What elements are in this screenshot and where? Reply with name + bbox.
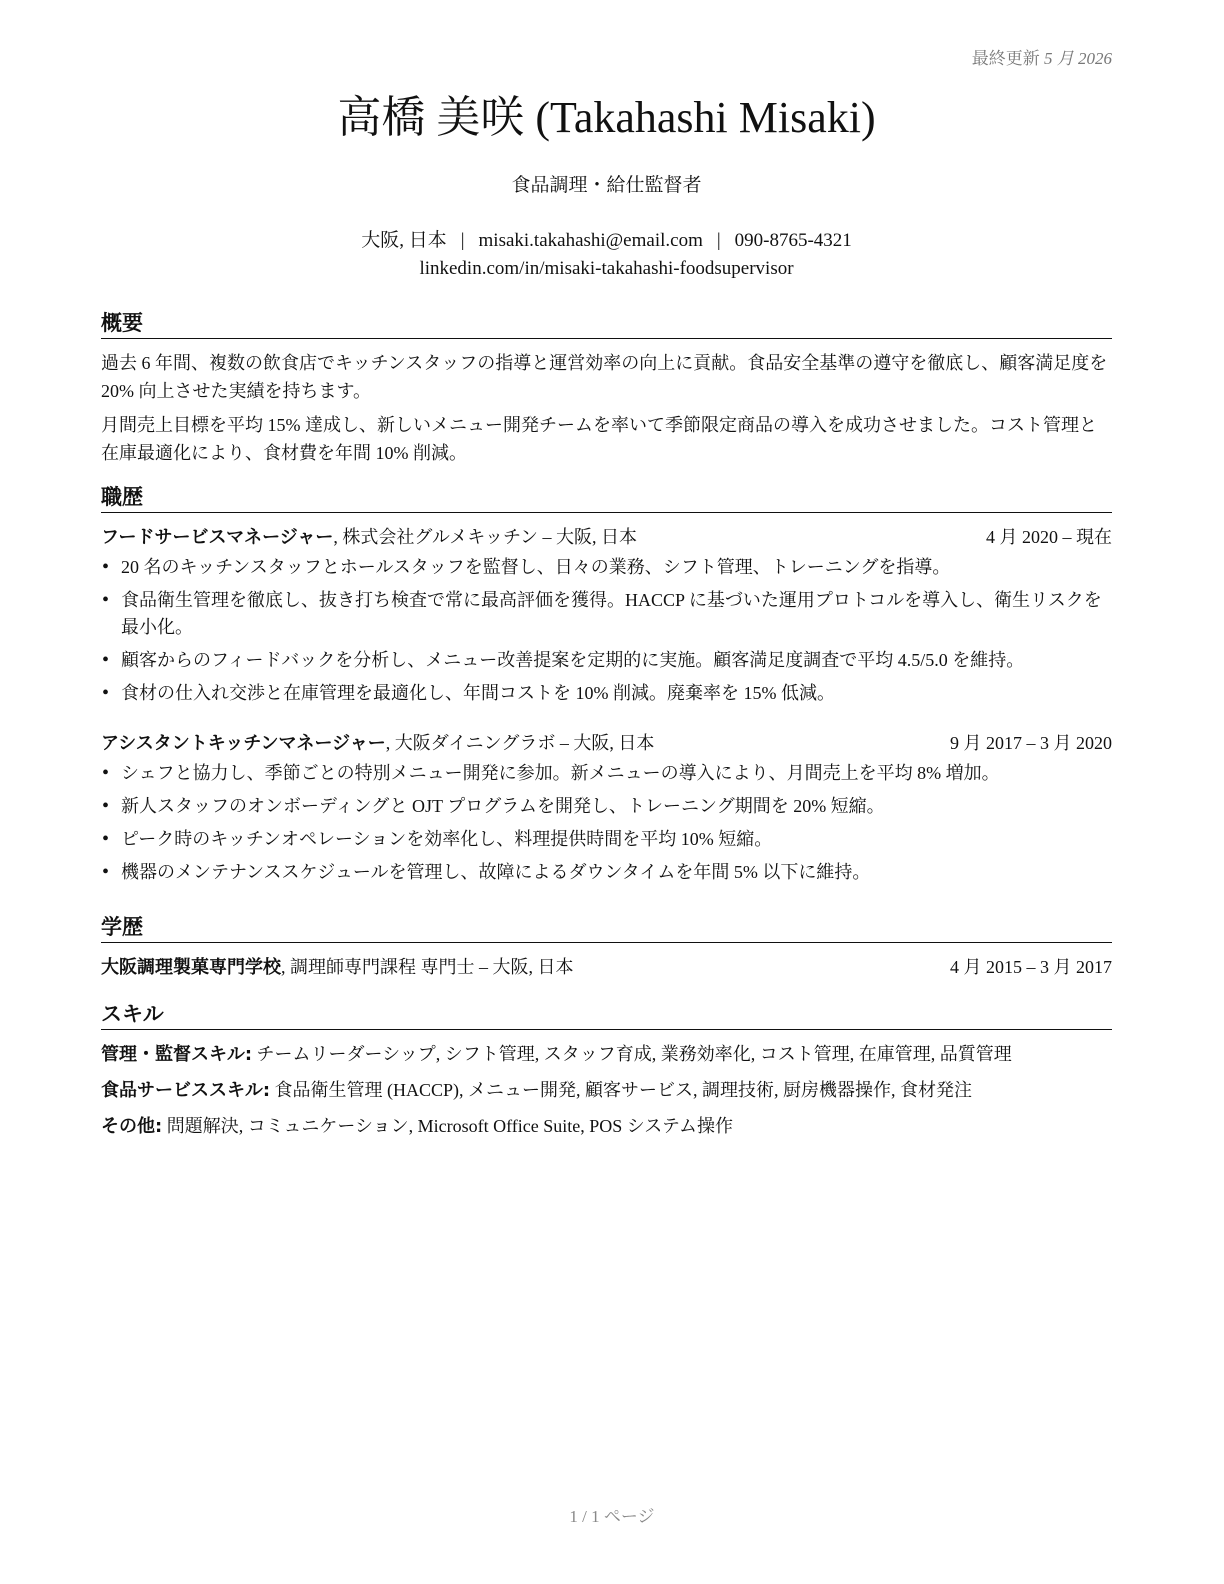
- job-title: 食品調理・給仕監督者: [511, 174, 702, 196]
- job-role-org: [101, 523, 637, 552]
- job-bullet: • 20 名のキッチンスタッフとホールスタッフを監督し、日々の業務、シフト管理、トレーニングを指導。: [121, 554, 1112, 581]
- skill-line: [101, 1040, 1112, 1069]
- job-dates: 9 月 2017 – 3 月 2020: [950, 733, 1112, 753]
- education-entry: [101, 953, 1112, 982]
- summary-paragraph: 月間売上目標を平均 15% 達成し、新しいメニュー開発チームを率いて季節限定商品の導入を成功させました。コスト管理と在庫最適化により、食材費を年間 10% 削減。: [101, 415, 1097, 463]
- job-bullet: • 顧客からのフィードバックを分析し、メニュー改善提案を定期的に実施。顧客満足度調査で平均 4.5/5.0 を維持。: [121, 647, 1112, 674]
- job-bullet: • 機器のメンテナンススケジュールを管理し、故障によるダウンタイムを年間 5% 以下に維持。: [121, 859, 1112, 886]
- school-name: 大阪調理製菓専門学校: [101, 957, 281, 978]
- job-bullets: [101, 554, 1112, 707]
- job-entry: [101, 729, 1112, 886]
- skill-category: 食品サービススキル:: [101, 1080, 271, 1101]
- job-bullet: • 新人スタッフのオンボーディングと OJT プログラムを開発し、トレーニング期間を 20% 短縮。: [121, 793, 1112, 820]
- section-heading-experience: 職歴: [101, 482, 1112, 513]
- job-role-org: [101, 729, 654, 758]
- location: 大阪, 日本: [361, 230, 447, 251]
- education-section: [101, 912, 1112, 982]
- job-bullet: • シェフと協力し、季節ごとの特別メニュー開発に参加。新メニューの導入により、月間売上を平均 8% 増加。: [121, 760, 1112, 787]
- job-bullet: • 食材の仕入れ交渉と在庫管理を最適化し、年間コストを 10% 削減。廃棄率を 15% 低減。: [121, 680, 1112, 707]
- email-link[interactable]: misaki.takahashi@email.com: [478, 230, 703, 251]
- phone-number: 090-8765-4321: [734, 230, 852, 251]
- job-org: , 株式会社グルメキッチン – 大阪, 日本: [333, 527, 638, 547]
- skill-category: その他:: [101, 1116, 163, 1137]
- job-header: [101, 729, 1112, 758]
- job-dates: 4 月 2020 – 現在: [986, 527, 1112, 547]
- summary-paragraph: 過去 6 年間、複数の飲食店でキッチンスタッフの指導と運営効率の向上に貢献。食品安全基準の遵守を徹底し、顧客満足度を 20% 向上させた実績を持ちます。: [101, 353, 1108, 401]
- section-heading-skills: スキル: [101, 999, 1112, 1030]
- section-heading-education: 学歴: [101, 912, 1112, 943]
- separator: |: [460, 230, 465, 251]
- skill-category: 管理・監督スキル:: [101, 1044, 253, 1065]
- job-org: , 大阪ダイニングラボ – 大阪, 日本: [385, 733, 655, 753]
- experience-section: [101, 482, 1112, 892]
- job-bullets: [101, 760, 1112, 886]
- separator: |: [716, 230, 721, 251]
- skill-items: 問題解決, コミュニケーション, Microsoft Office Suite, POS システム操作: [162, 1116, 733, 1136]
- school-detail: [101, 953, 574, 982]
- page-indicator: 1 / 1 ページ: [569, 1507, 655, 1526]
- job-header: [101, 523, 1112, 552]
- skills-section: [101, 999, 1112, 1148]
- skill-items: チームリーダーシップ, シフト管理, スタッフ育成, 業務効率化, コスト管理, 在庫管理, 品質管理: [252, 1044, 1012, 1064]
- job-role: アシスタントキッチンマネージャー: [101, 733, 386, 754]
- degree-detail: , 調理師専門課程 専門士 – 大阪, 日本: [281, 957, 574, 977]
- skill-line: [101, 1112, 1112, 1141]
- linkedin-link[interactable]: linkedin.com/in/misaki-takahashi-foodsupervisor: [419, 258, 794, 279]
- job-bullet: • 食品衛生管理を徹底し、抜き打ち検査で常に最高評価を獲得。HACCP に基づいた運用プロトコルを導入し、衛生リスクを最小化。: [121, 587, 1112, 641]
- education-dates: 4 月 2015 – 3 月 2017: [950, 957, 1112, 977]
- job-role: フードサービスマネージャー: [101, 527, 334, 548]
- summary-section: [101, 308, 1112, 473]
- candidate-name: 高橋 美咲 (Takahashi Misaki): [337, 93, 876, 142]
- contact-line: [101, 225, 1112, 252]
- skill-line: [101, 1076, 1112, 1105]
- last-updated-date: 5 月 2026: [1044, 49, 1112, 68]
- last-updated-prefix: 最終更新: [971, 49, 1040, 68]
- section-heading-summary: 概要: [101, 308, 1112, 339]
- last-updated: [972, 44, 1112, 69]
- job-bullet: • ピーク時のキッチンオペレーションを効率化し、料理提供時間を平均 10% 短縮。: [121, 826, 1112, 853]
- job-entry: [101, 523, 1112, 707]
- skill-items: 食品衛生管理 (HACCP), メニュー開発, 顧客サービス, 調理技術, 厨房機器操作, 食材発注: [270, 1080, 973, 1100]
